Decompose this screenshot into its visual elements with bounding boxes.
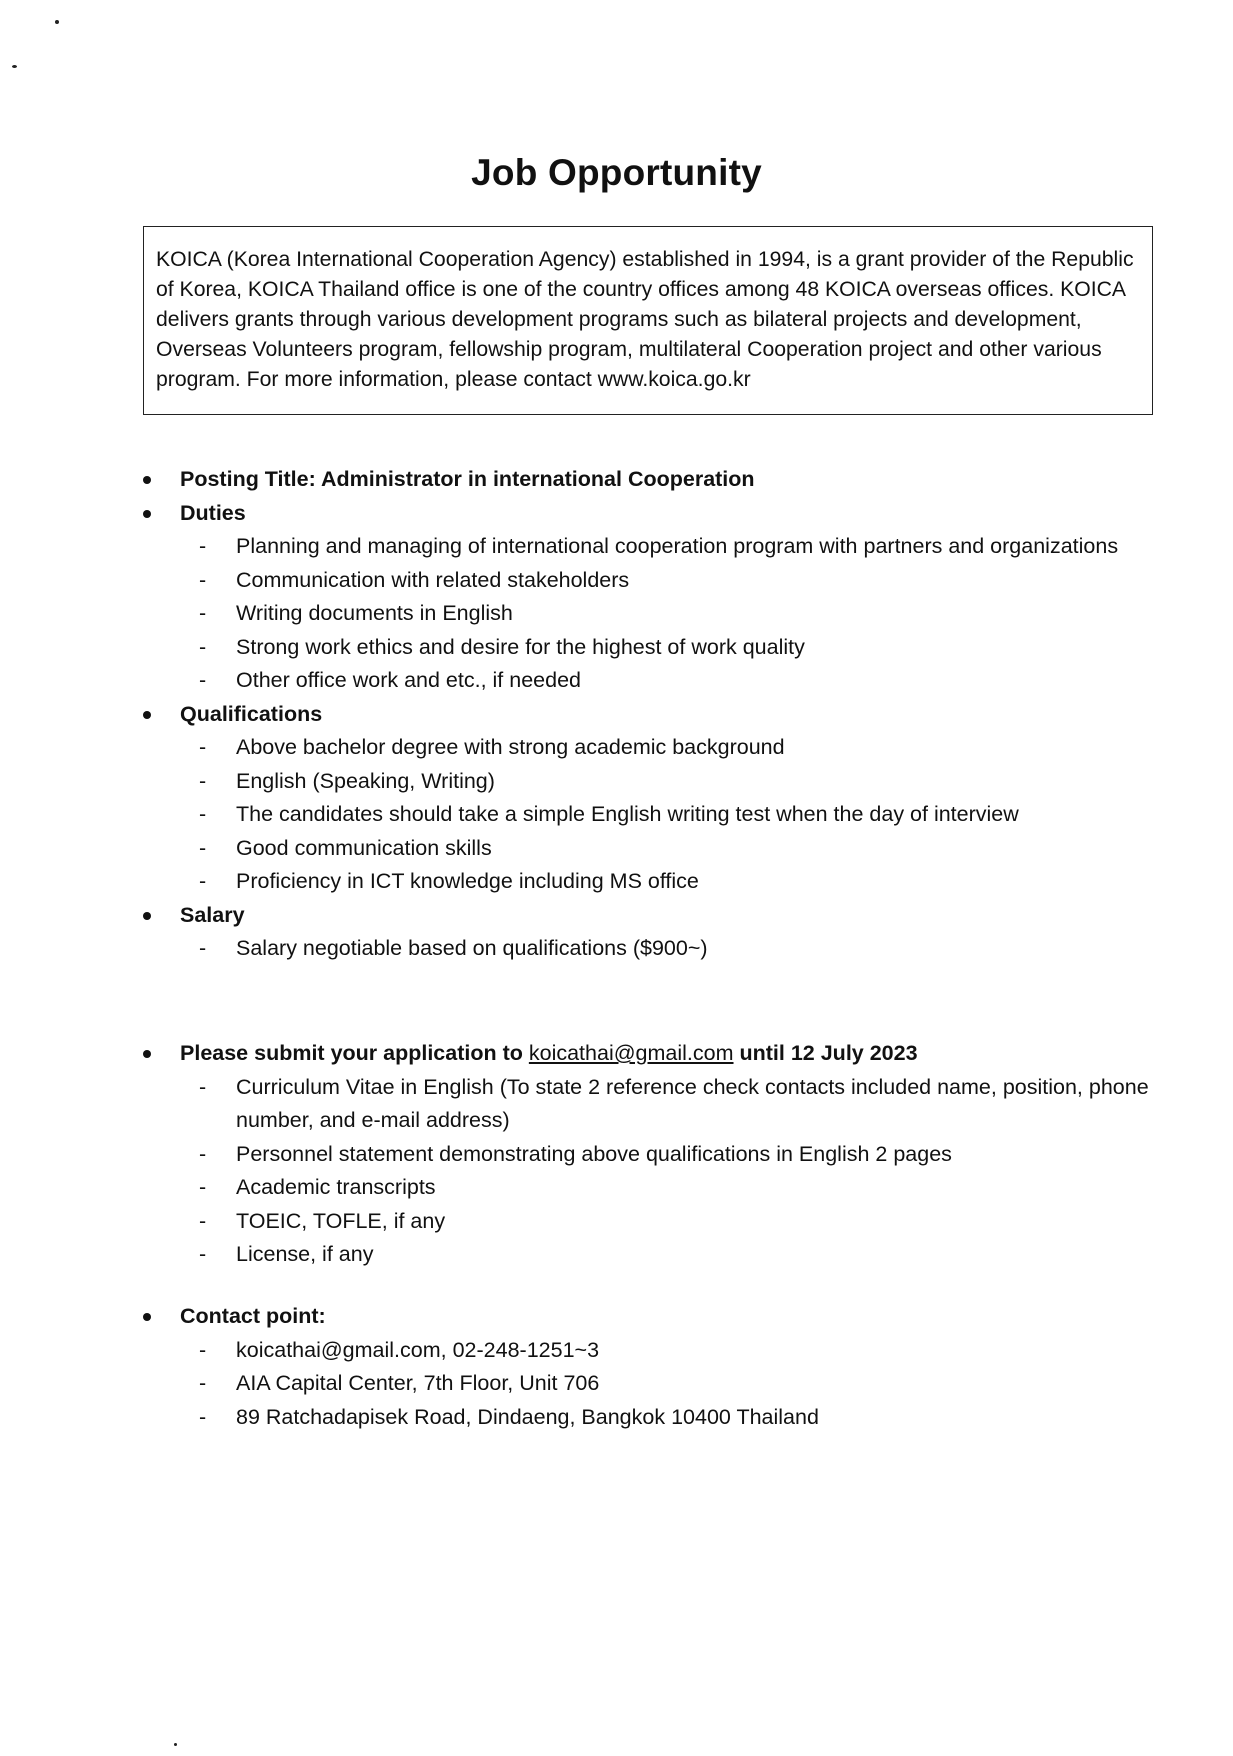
list-item xyxy=(143,798,1153,832)
list-item xyxy=(143,631,1153,665)
application-item-text: Personnel statement demonstrating above qualifications in English 2 pages xyxy=(236,1141,952,1166)
dash-icon: - xyxy=(199,802,207,826)
qualification-text: Above bachelor degree with strong academic background xyxy=(236,735,785,759)
list-item xyxy=(143,1401,1153,1435)
application-suffix: until 12 July 2023 xyxy=(733,1041,918,1065)
bullet-icon xyxy=(143,476,151,484)
dash-icon: - xyxy=(199,1404,207,1429)
application-item-text: Academic transcripts xyxy=(236,1175,436,1199)
duty-text: Writing documents in English xyxy=(236,601,513,625)
dash-icon: - xyxy=(199,936,207,960)
list-item xyxy=(143,1205,1153,1239)
list-item xyxy=(143,1138,1153,1172)
contact-item-text: AIA Capital Center, 7th Floor, Unit 706 xyxy=(236,1371,600,1395)
dash-icon: - xyxy=(199,768,207,793)
bullet-icon xyxy=(143,510,151,518)
application-section xyxy=(143,1037,1153,1272)
bullet-icon xyxy=(143,1050,151,1058)
dash-icon: - xyxy=(199,601,207,625)
list-item xyxy=(143,932,1153,966)
list-item xyxy=(143,832,1153,866)
list-item xyxy=(143,731,1153,765)
dash-icon: - xyxy=(199,1074,207,1099)
dash-icon: - xyxy=(199,1242,207,1266)
contact-heading xyxy=(143,1300,1153,1334)
application-email-link[interactable]: koicathai@gmail.com xyxy=(528,1041,734,1065)
intro-box xyxy=(143,226,1153,415)
scan-speck xyxy=(55,20,59,24)
qualification-text: Proficiency in ICT knowledge including MS office xyxy=(236,869,699,893)
salary-text: Salary negotiable based on qualifications ($900~) xyxy=(236,936,708,960)
application-item-text: Curriculum Vitae in English (To state 2 reference check contacts included name, position, phone number, and e-mail address) xyxy=(236,1074,1149,1132)
dash-icon: - xyxy=(199,835,207,860)
qualifications-heading-text: Qualifications xyxy=(180,701,323,726)
dash-icon: - xyxy=(199,668,207,692)
duty-text: Planning and managing of international cooperation program with partners and organizations xyxy=(236,534,1119,558)
list-item xyxy=(143,1071,1153,1138)
qualifications-list xyxy=(143,731,1153,899)
contact-heading-text: Contact point: xyxy=(180,1304,326,1328)
duties-list xyxy=(143,530,1153,698)
qualification-text: The candidates should take a simple English writing test when the day of interview xyxy=(236,802,1019,826)
posting-title-text: Posting Title: Administrator in international Cooperation xyxy=(180,467,755,491)
application-heading xyxy=(143,1037,1153,1071)
application-list xyxy=(143,1071,1153,1272)
bullet-icon xyxy=(143,711,151,719)
list-item xyxy=(143,530,1153,564)
list-item xyxy=(143,865,1153,899)
dash-icon: - xyxy=(199,869,207,893)
salary-heading-text: Salary xyxy=(180,902,245,927)
qualifications-heading xyxy=(143,698,1153,732)
dash-icon: - xyxy=(199,634,207,659)
qualification-text: Good communication skills xyxy=(236,835,492,860)
dash-icon: - xyxy=(199,1371,207,1395)
list-item xyxy=(143,1238,1153,1272)
duty-text: Other office work and etc., if needed xyxy=(236,668,581,692)
dash-icon: - xyxy=(199,1175,207,1199)
application-item-text: License, if any xyxy=(236,1242,374,1266)
salary-list xyxy=(143,932,1153,966)
list-item xyxy=(143,564,1153,598)
contact-list xyxy=(143,1334,1153,1435)
duty-text: Strong work ethics and desire for the highest of work quality xyxy=(236,634,805,659)
list-item xyxy=(143,1334,1153,1368)
salary-heading xyxy=(143,899,1153,933)
bullet-icon xyxy=(143,1313,151,1321)
list-item xyxy=(143,597,1153,631)
list-item xyxy=(143,1367,1153,1401)
job-details-section xyxy=(143,463,1153,966)
page-title: Job Opportunity xyxy=(471,152,762,193)
dash-icon: - xyxy=(199,1141,207,1166)
application-item-text: TOEIC, TOFLE, if any xyxy=(236,1208,446,1233)
list-item xyxy=(143,664,1153,698)
duties-heading-text: Duties xyxy=(180,500,246,525)
intro-paragraph: KOICA (Korea International Cooperation Agency) established in 1994, is a grant provider of the Republic of Korea, KOICA Thailand office is one of the country offices among 48 KOICA overseas offices. KOICA delivers grants through various development programs such as bilateral projects and development, Overseas Volunteers program, fellowship program, multilateral Cooperation project and other various program. For more information, please contact www.koica.go.kr xyxy=(156,248,1134,391)
list-item xyxy=(143,765,1153,799)
contact-section xyxy=(143,1300,1153,1434)
posting-title xyxy=(143,463,1153,497)
qualification-text: English (Speaking, Writing) xyxy=(236,768,495,793)
application-prefix: Please submit your application to xyxy=(180,1041,529,1065)
contact-item-text: koicathai@gmail.com, 02-248-1251~3 xyxy=(236,1337,600,1362)
dash-icon: - xyxy=(199,1337,207,1362)
list-item xyxy=(143,1171,1153,1205)
dash-icon: - xyxy=(199,534,207,558)
duty-text: Communication with related stakeholders xyxy=(236,567,630,592)
contact-item-text: 89 Ratchadapisek Road, Dindaeng, Bangkok 10400 Thailand xyxy=(236,1404,819,1429)
dash-icon: - xyxy=(199,567,207,592)
dash-icon: - xyxy=(199,1208,207,1233)
bullet-icon xyxy=(143,912,151,920)
duties-heading xyxy=(143,497,1153,531)
dash-icon: - xyxy=(199,735,207,759)
scan-speck xyxy=(174,1743,177,1746)
scan-speck xyxy=(12,65,17,68)
